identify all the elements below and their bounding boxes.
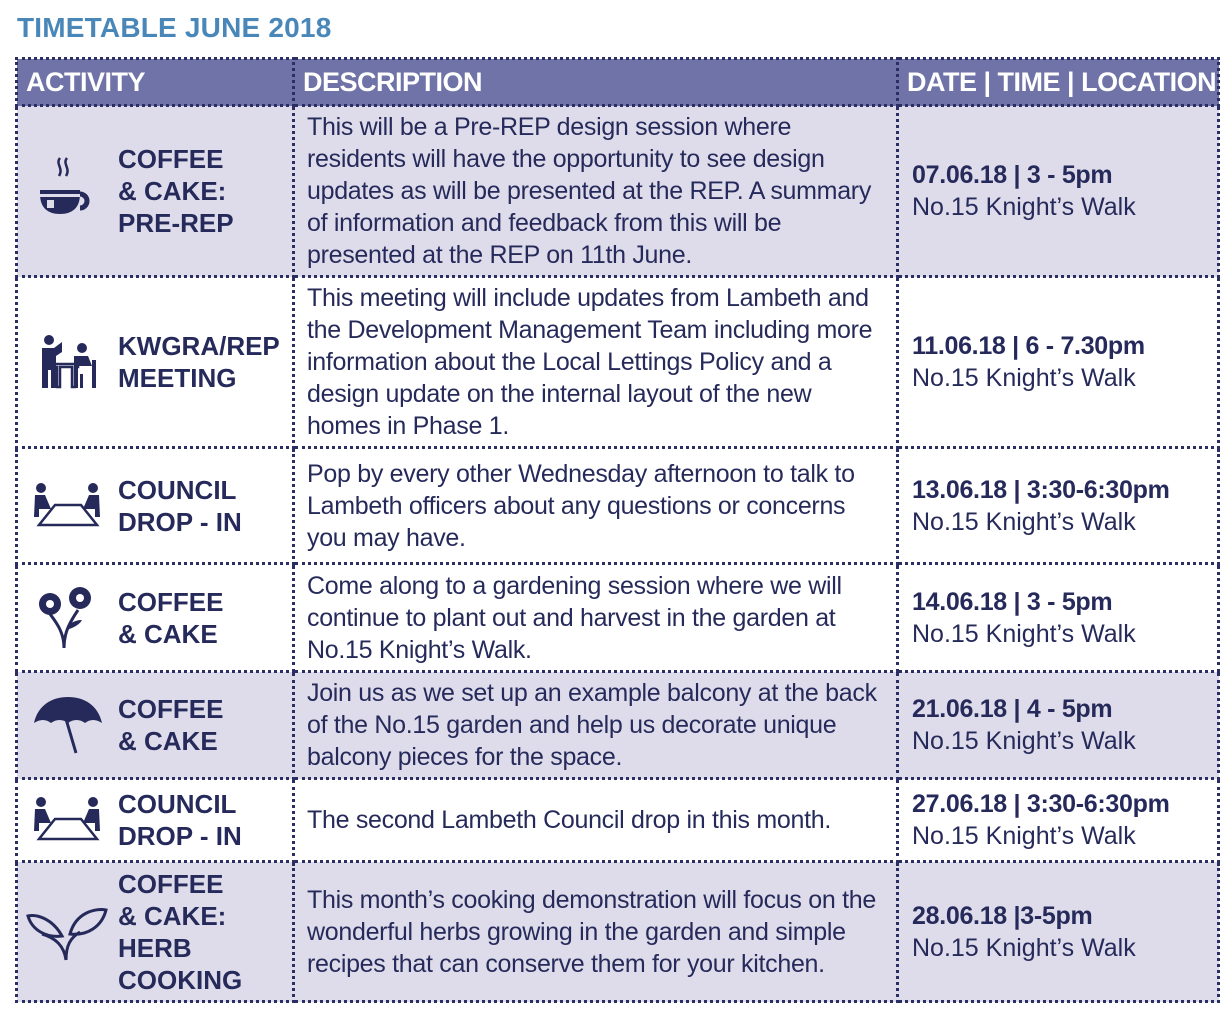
umbrella-icon <box>18 695 118 755</box>
table-row <box>17 106 1219 277</box>
activity-label-line: DROP - IN <box>118 506 242 537</box>
activity-label-line: COFFEE <box>118 694 224 724</box>
meeting-icon <box>18 334 118 390</box>
activity-label-line: COUNCIL <box>118 474 237 505</box>
location: No.15 Knight’s Walk <box>912 619 1136 648</box>
activity-cell <box>17 106 294 277</box>
location: No.15 Knight’s Walk <box>912 193 1136 221</box>
date-time: 11.06.18 | 6 - 7.30pm <box>912 332 1145 360</box>
activity-label-line: COOKING <box>118 964 243 995</box>
table-row <box>17 277 1219 448</box>
datetime-cell <box>898 277 1219 448</box>
activity-label-line: KWGRA/REP <box>118 331 280 361</box>
description-text: The second Lambeth Council drop in this month. <box>307 806 832 834</box>
activity-cell <box>17 672 294 779</box>
activity-label-line: HERB <box>118 932 192 963</box>
description-cell <box>294 779 898 862</box>
header-datetime: DATE | TIME | LOCATION <box>898 59 1219 106</box>
flowers-icon <box>18 586 118 650</box>
table-row <box>17 779 1219 862</box>
activity-label-line: COUNCIL <box>118 789 237 819</box>
activity-label-line: & CAKE: <box>118 176 227 206</box>
table-row <box>17 672 1219 779</box>
activity-label <box>118 143 234 239</box>
datetime-cell <box>898 564 1219 672</box>
date-time: 14.06.18 | 3 - 5pm <box>912 587 1113 616</box>
activity-label-line: PRE-REP <box>118 208 234 238</box>
datetime-cell <box>898 779 1219 862</box>
description-text: Join us as we set up an example balcony at the back of the No.15 garden and help us decorate unique balcony pieces for the space. <box>307 679 877 771</box>
table-row <box>17 862 1219 1002</box>
teacup-icon <box>18 156 118 226</box>
date-time: 27.06.18 | 3:30-6:30pm <box>912 790 1170 818</box>
description-text: Come along to a gardening session where we will continue to plant out and harvest in the garden at No.15 Knight’s Walk. <box>307 571 842 664</box>
activity-label <box>118 693 223 757</box>
activity-label-line: COFFEE <box>118 586 224 617</box>
datetime-cell <box>898 862 1219 1002</box>
location: No.15 Knight’s Walk <box>912 364 1136 392</box>
activity-label-line: MEETING <box>118 363 237 393</box>
activity-label-line: & CAKE <box>118 618 218 649</box>
page-title: TIMETABLE JUNE 2018 <box>17 12 332 43</box>
activity-label-line: COFFEE <box>118 868 224 899</box>
activity-cell <box>17 862 294 1002</box>
activity-cell <box>17 564 294 672</box>
datetime-cell <box>898 106 1219 277</box>
date-time: 28.06.18 |3-5pm <box>912 901 1093 930</box>
activity-label <box>118 474 242 538</box>
activity-label-line: & CAKE <box>118 726 218 756</box>
table-row <box>17 564 1219 672</box>
description-cell <box>294 672 898 779</box>
herb-sprout-icon <box>18 902 118 962</box>
location: No.15 Knight’s Walk <box>912 507 1136 536</box>
datetime-cell <box>898 672 1219 779</box>
location: No.15 Knight’s Walk <box>912 822 1136 850</box>
activity-cell <box>17 779 294 862</box>
date-time: 21.06.18 | 4 - 5pm <box>912 695 1113 723</box>
table-row <box>17 448 1219 564</box>
date-time: 07.06.18 | 3 - 5pm <box>912 161 1113 189</box>
date-time: 13.06.18 | 3:30-6:30pm <box>912 475 1170 504</box>
location: No.15 Knight’s Walk <box>912 933 1136 962</box>
description-text: Pop by every other Wednesday afternoon to talk to Lambeth officers about any questions or concerns you may have. <box>307 459 855 552</box>
activity-label <box>118 868 242 996</box>
activity-label <box>118 788 242 852</box>
activity-label <box>118 330 280 394</box>
description-text: This meeting will include updates from Lambeth and the Development Management Team including more information about the Local Lettings Policy and a design update on the internal layout of the new homes in Phase 1. <box>307 284 873 440</box>
location: No.15 Knight’s Walk <box>912 727 1136 755</box>
timetable <box>15 57 1220 1003</box>
header-row <box>17 59 1219 106</box>
activity-cell <box>17 277 294 448</box>
description-text: This month’s cooking demonstration will focus on the wonderful herbs growing in the garden and simple recipes that can conserve them for your kitchen. <box>307 885 876 978</box>
table-people-icon <box>18 797 118 843</box>
activity-label-line: & CAKE: <box>118 900 227 931</box>
activity-label-line: DROP - IN <box>118 821 242 851</box>
description-cell <box>294 564 898 672</box>
header-activity: ACTIVITY <box>17 59 294 106</box>
description-text: This will be a Pre-REP design session where residents will have the opportunity to see design updates as will be presented at the REP. A summary of information and feedback from this will be presented at the REP on 11th June. <box>307 113 872 269</box>
activity-label-line: COFFEE <box>118 144 224 174</box>
table-people-icon <box>18 483 118 529</box>
datetime-cell <box>898 448 1219 564</box>
activity-label <box>118 586 223 650</box>
description-cell <box>294 106 898 277</box>
description-cell <box>294 448 898 564</box>
description-cell <box>294 277 898 448</box>
description-cell <box>294 862 898 1002</box>
header-description: DESCRIPTION <box>294 59 898 106</box>
activity-cell <box>17 448 294 564</box>
